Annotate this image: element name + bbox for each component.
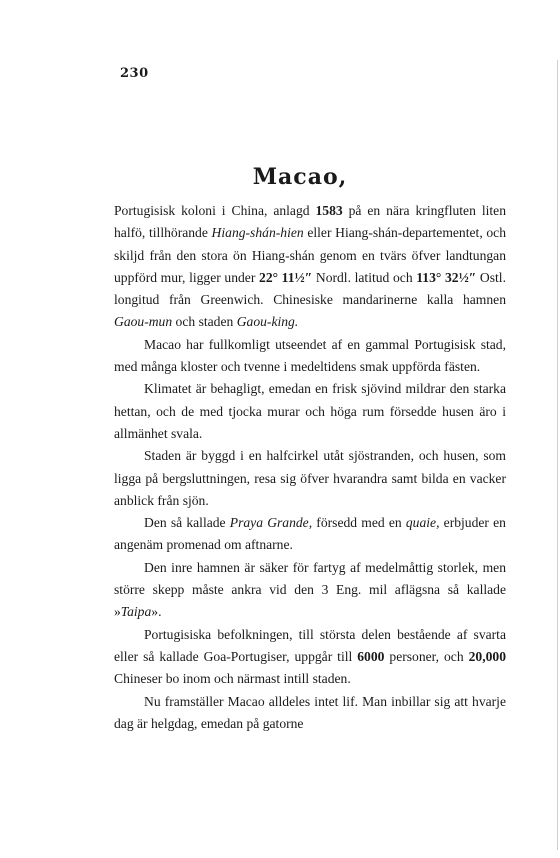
italic-text: Hiang-shán-hien: [211, 225, 304, 241]
italic-text: Praya Grande,: [229, 515, 313, 531]
paragraph-6: [114, 557, 506, 624]
bold-number: 1583: [315, 203, 343, 218]
text-run: Den inre hamnen är säker för fartyg af medelmåttig storlek, men större skepp måste ankra vid den 3 Eng. mil aflägsna så kallade »: [114, 559, 506, 620]
page-title: Macao,: [252, 164, 348, 190]
text-run: Ostl. longitud från Greenwich. Chinesiske mandarinerne kalla hamnen: [114, 269, 506, 308]
text-run: ».: [151, 604, 162, 620]
text-run: Den så kallade: [144, 515, 230, 531]
paragraph-2: [114, 334, 506, 379]
text-run: Staden är byggd i en halfcirkel utåt sjöstranden, och husen, som ligga på bergsluttningen, resa sig öfver hvarandra samt bilda en vacker anblick från sjön.: [114, 448, 506, 508]
text-run: Portugisisk koloni i China, anlagd: [114, 203, 316, 218]
bold-number: 113° 32½″: [416, 269, 477, 285]
paragraph-4: [114, 445, 506, 512]
text-run: Portugisiska befolkningen, till största delen bestående af svarta eller så kallade Goa-Portugiser, uppgår till: [114, 626, 506, 664]
paragraph-8: [114, 691, 506, 736]
page-number: 230: [120, 66, 149, 81]
italic-text: quaie,: [405, 515, 440, 531]
text-run: Klimatet är behagligt, emedan en frisk sjövind mildrar den starka hettan, och de med tjocka murar och höga rum försedde husen äro i allmänhet svala.: [114, 381, 506, 441]
italic-text: Gaou-mun: [114, 314, 173, 330]
italic-text: Gaou-king.: [236, 314, 299, 330]
text-run: eller Hiang-shán-departementet, och skiljd från den stora ön Hiang-shán genom en tvärs öfver landtungan uppförd mur, ligger under: [114, 225, 506, 285]
text-run: och staden: [172, 314, 237, 330]
body-text: [114, 200, 506, 735]
text-run: försedd med en: [312, 515, 406, 531]
text-run: Chineser bo inom och närmast intill staden.: [114, 671, 351, 687]
text-run: Macao har fullkomligt utseendet af en gammal Portugisisk stad, med många kloster och tvenne i medeltidens smak uppförda fästen.: [114, 336, 506, 375]
paragraph-5: [114, 512, 506, 557]
text-run: på en nära kringfluten liten halfö, tillhörande: [114, 203, 506, 241]
bold-number: 6000: [357, 648, 385, 664]
text-run: erbjuder en angenäm promenad om aftnarne.: [114, 515, 506, 553]
text-run: personer, och: [384, 648, 469, 664]
paragraph-3: [114, 378, 506, 445]
bold-number: 22° 11½″: [259, 269, 313, 285]
page-edge-line: [557, 60, 558, 850]
bold-number: 20,000: [468, 648, 506, 664]
text-run: Nu framställer Macao alldeles intet lif. Man inbillar sig att hvarje dag är helgdag, emedan på gatorne: [114, 693, 506, 731]
paragraph-7: [114, 624, 506, 691]
text-run: Nordl. latitud och: [312, 269, 417, 285]
paragraph-1: [114, 200, 506, 334]
italic-text: Taipa: [120, 604, 152, 620]
